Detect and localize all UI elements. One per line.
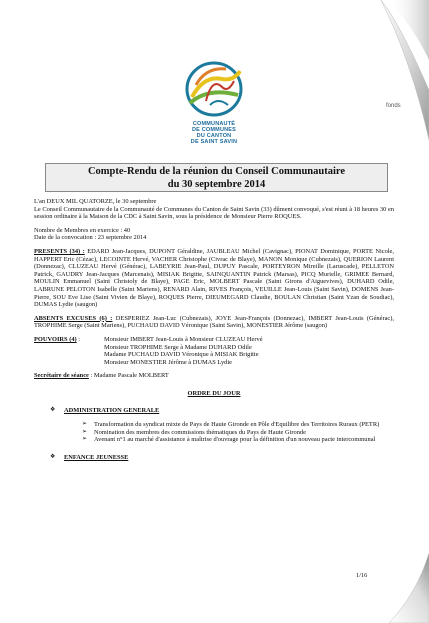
agenda-item-text: Transformation du syndicat mixte de Pays de Haute Gironde en Pôle d'Equilibre des Territoires Ruraux (PETR) <box>94 421 380 429</box>
pouvoirs-block <box>34 336 394 366</box>
document-title <box>45 163 388 192</box>
cdc-logo-icon <box>182 57 246 119</box>
pouvoir-item: Madame PUCHAUD DAVID Véronique à MISIAK Brigitte <box>104 351 259 359</box>
section-heading <box>50 407 394 415</box>
pouvoir-item: Monsieur MONESTIER Jérôme à DUMAS Lydie <box>104 358 232 366</box>
section-heading <box>50 454 394 462</box>
intro-date: L'an DEUX MIL QUATORZE, le 30 septembre <box>34 198 157 205</box>
absents-label: ABSENTS EXCUSES (6) : <box>34 314 113 322</box>
secretaire-label: Secrétaire de séance <box>34 372 89 380</box>
absents-text: DESPERIEZ Jean-Luc (Cubnezais), JOYE Jean-François (Donnezac), IMBERT Jean-Louis (Générac), TROPHIME Serge (Saint Mariens), PUCHAUD DAVID Véronique (Saint Savin), MONESTIER Jérôme (saugon) <box>34 314 394 330</box>
logo-line: DE SAINT SAVIN <box>190 139 238 145</box>
diamond-bullet-icon: ❖ <box>50 453 56 460</box>
presents-paragraph <box>34 248 394 309</box>
arrow-bullet-icon: ➢ <box>82 421 88 428</box>
logo-text <box>166 121 262 145</box>
absents-paragraph <box>34 315 394 330</box>
pouvoirs-label: POUVOIRS (4) <box>34 335 77 343</box>
agenda-item <box>82 436 394 444</box>
section-title: ENFANCE JEUNESSE <box>64 453 129 461</box>
presents-text: EDARD Jean-Jacques, DUPONT Géraldine, JAUBLEAU Michel (Cavignac), PIONAT Dominique, PORTE Nicole, HAPPERT Eric (Cézac), LECOINTE Hervé, VACHER Christophe (Civrac de Blaye), MANON Monique (Cubnezais), QUERION Laurent (Donnezac), CLUZEAU Hervé (Générac), LABEYRIE Jean-Paul, DUPUY Pascale, PORTEYRON Mireille (Laruscade), PELLETON Patrick, GAUDRY Jean-Jacques (Marcenais), MISIAK Brigitte, SAINQUANTIN Patrick (Marsas), PICQ Murielle, GRIMEE Bernard, MOULIN Emmanuel (Saint Christoly de Blaye), PAGE Eric, MOLBERT Pascale (Saint Girons d'Aiguevives), DUHARD Odile, LABRUNE PELOTON Isabelle (Saint Mariens), RENARD Alain, RIVES François, VEUILLE Jean-Louis (Saint Savin), DOMENS Jean-Pierre, SOU Eve Lise (Saint Vivien de Blaye), ROQUES Pierre, DIEUMEGARD Claudie, BOULAN Christian (Saint Yzan de Soudiac), DUMAS Lydie (saugon) <box>34 247 394 309</box>
arrow-bullet-icon: ➢ <box>82 428 88 435</box>
title-line-2: du 30 septembre 2014 <box>167 178 266 190</box>
title-line-1: Compte-Rendu de la réunion du Conseil Communautaire <box>87 166 346 177</box>
pouvoir-item: Monsieur TROPHIME Serge à Madame DUHARD Odile <box>104 343 252 351</box>
document-body <box>34 198 394 461</box>
page-curl-bottom-icon[interactable] <box>369 553 429 623</box>
page-curl-icon[interactable] <box>359 0 429 140</box>
logo-line: DE COMMUNES <box>191 127 237 133</box>
pouvoirs-list <box>104 336 394 366</box>
members-count: Nombre de Membres en exercice : 40 <box>34 226 131 234</box>
cdc-logo <box>166 57 262 177</box>
convocation-date: Date de la convocation : 23 septembre 2014 <box>34 234 147 242</box>
presents-label: PRESENTS (34) : <box>34 247 85 255</box>
logo-line: DU CANTON <box>196 133 232 139</box>
arrow-bullet-icon: ➢ <box>82 436 88 443</box>
intro-paragraph: Le Conseil Communautaire de la Communauté de Communes du Canton de Saint Savin (33) dûment convoqué, s'est réuni à 18 heures 30 en session ordinaire à la Maison de la CDC à Saint Savin, sous la présidence de Monsieur Pierre ROQUES. <box>34 205 394 221</box>
pouvoir-item: Monsieur IMBERT Jean-Louis à Monsieur CLUZEAU Hervé <box>104 335 263 343</box>
logo-line: COMMUNAUTÉ <box>192 121 236 127</box>
ordre-du-jour-heading: ORDRE DU JOUR <box>187 389 241 397</box>
diamond-bullet-icon: ❖ <box>50 407 56 414</box>
agenda-item <box>82 429 394 437</box>
secretaire-text: : Madame Pascale MOLBERT <box>88 372 169 380</box>
agenda-item-text: Avenant n°1 au marché d'assistance à maîtrise d'ouvrage pour la définition d'un nouveau pacte intercommunal <box>94 436 376 444</box>
secretaire-paragraph <box>34 372 394 380</box>
section-title: ADMINISTRATION GENERALE <box>64 407 160 415</box>
section-items <box>82 421 394 444</box>
page-number: 1/16 <box>356 572 368 579</box>
stamp-text: fonds <box>386 103 401 109</box>
pouvoirs-colon: : <box>76 335 81 343</box>
agenda-item-text: Nomination des membres des commissions thématiques du Pays de Haute Gironde <box>94 428 306 436</box>
agenda-item <box>82 421 394 429</box>
